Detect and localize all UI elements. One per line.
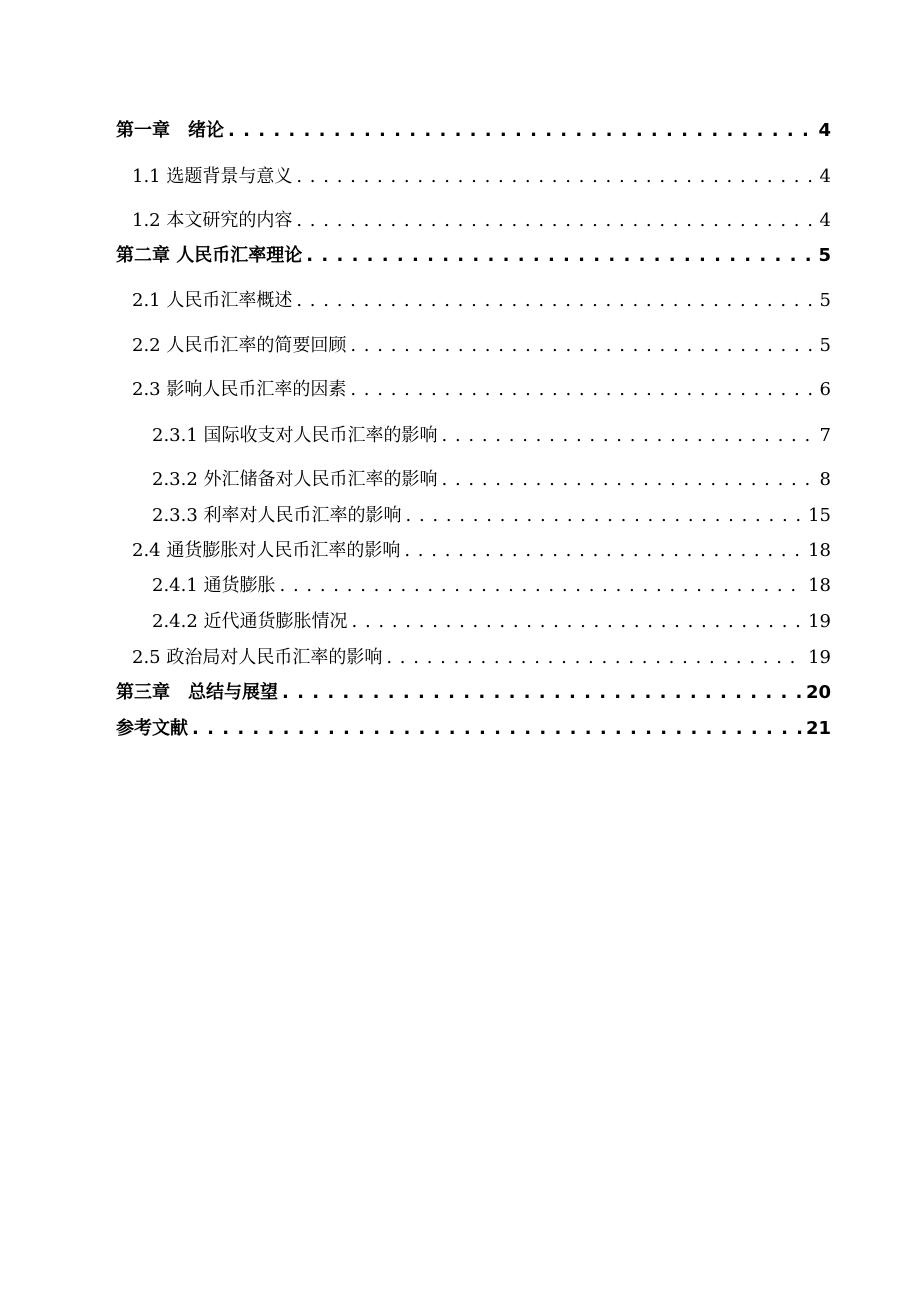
toc-entry-label: 2.3 影响人民币汇率的因素: [132, 379, 347, 400]
toc-entry-label: 第二章 人民币汇率理论: [116, 245, 303, 266]
toc-entry-2-5[interactable]: [132, 645, 831, 671]
toc-page-number: 18: [808, 575, 831, 596]
toc-entry-label: 1.1 选题背景与意义: [132, 166, 293, 187]
dot-leader: [306, 243, 814, 269]
toc-entry-label: 2.3.2 外汇储备对人民币汇率的影响: [152, 469, 438, 490]
dot-leader: [192, 716, 802, 742]
dot-leader: [442, 467, 816, 493]
dot-leader: [282, 680, 802, 706]
toc-entry-2-4-1[interactable]: [152, 573, 831, 599]
toc-page-number: 4: [819, 210, 831, 231]
toc-entry-1-1[interactable]: [132, 164, 831, 190]
dot-leader: [442, 423, 816, 449]
toc-entry-chapter-1[interactable]: [116, 118, 831, 144]
toc-entry-label: 第一章 绪论: [116, 120, 224, 141]
toc-entry-2-3-2[interactable]: [152, 467, 831, 493]
toc-page-number: 8: [819, 469, 831, 490]
toc-page-number: 19: [808, 611, 831, 632]
toc-entry-2-4-2[interactable]: [152, 609, 831, 635]
toc-entry-label: 2.2 人民币汇率的简要回顾: [132, 335, 347, 356]
dot-leader: [296, 288, 815, 314]
toc-page-number: 19: [808, 647, 831, 668]
toc-entry-references[interactable]: [116, 716, 831, 742]
dot-leader: [296, 164, 815, 190]
toc-page-number: 5: [818, 245, 831, 266]
dot-leader: [228, 118, 814, 144]
dot-leader: [350, 333, 815, 359]
toc-page-number: 20: [805, 682, 831, 703]
toc-entry-label: 1.2 本文研究的内容: [132, 210, 293, 231]
dot-leader: [350, 377, 815, 403]
toc-page-number: 18: [808, 540, 831, 561]
dot-leader: [296, 208, 815, 234]
toc-entry-2-2[interactable]: [132, 333, 831, 359]
toc-page-number: 5: [819, 290, 831, 311]
toc-entry-label: 2.4.1 通货膨胀: [152, 575, 276, 596]
toc-page-number: 4: [818, 120, 831, 141]
toc-entry-2-1[interactable]: [132, 288, 831, 314]
toc-entry-label: 2.1 人民币汇率概述: [132, 290, 293, 311]
toc-entry-label: 2.4 通货膨胀对人民币汇率的影响: [132, 540, 401, 561]
toc-entry-2-3-1[interactable]: [152, 423, 831, 449]
dot-leader: [386, 645, 804, 671]
dot-leader: [404, 538, 804, 564]
toc-entry-2-4[interactable]: [132, 538, 831, 564]
toc-page-number: 5: [819, 335, 831, 356]
toc-entry-2-3[interactable]: [132, 377, 831, 403]
dot-leader: [406, 503, 805, 529]
toc-page-number: 21: [805, 718, 831, 739]
toc-entry-1-2[interactable]: [132, 208, 831, 234]
toc-entry-label: 2.3.1 国际收支对人民币汇率的影响: [152, 425, 438, 446]
toc-entry-label: 2.4.2 近代通货膨胀情况: [152, 611, 348, 632]
toc-entry-chapter-2[interactable]: [116, 243, 831, 269]
toc-page-number: 15: [808, 505, 831, 526]
toc-entry-2-3-3[interactable]: [152, 503, 831, 529]
toc-entry-label: 第三章 总结与展望: [116, 682, 278, 703]
toc-entry-label: 2.3.3 利率对人民币汇率的影响: [152, 505, 402, 526]
toc-entry-label: 2.5 政治局对人民币汇率的影响: [132, 647, 383, 668]
dot-leader: [352, 609, 805, 635]
toc-page-number: 7: [819, 425, 831, 446]
toc-entry-chapter-3[interactable]: [116, 680, 831, 706]
toc-page-number: 6: [819, 379, 831, 400]
toc-page-number: 4: [819, 166, 831, 187]
dot-leader: [280, 573, 805, 599]
toc-entry-label: 参考文献: [116, 718, 188, 739]
